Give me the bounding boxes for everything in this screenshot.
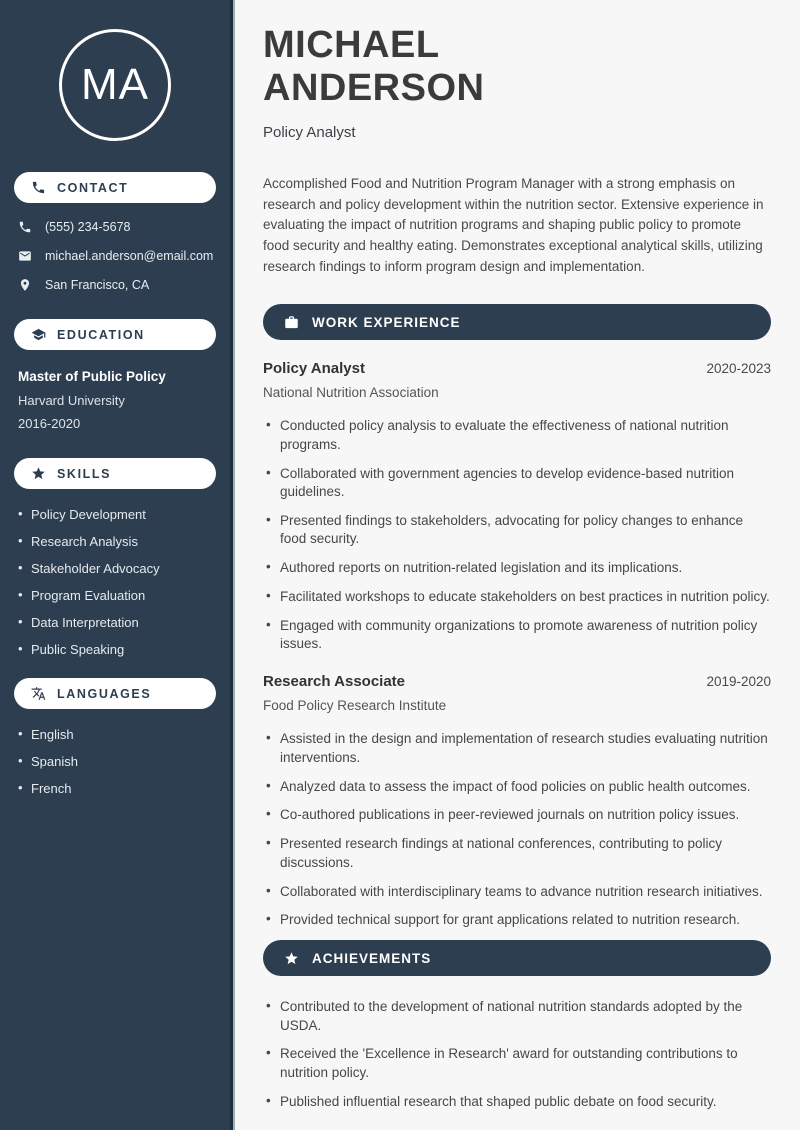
work-experience-header-label: WORK EXPERIENCE — [312, 314, 461, 330]
job-bullet: • Presented research findings at national conferences, contributing to policy discussions. — [263, 835, 771, 872]
job-company: National Nutrition Association — [263, 385, 439, 401]
job-entry-1 — [263, 360, 771, 653]
graduation-cap-icon — [31, 327, 46, 342]
job-company: Food Policy Research Institute — [263, 698, 447, 714]
skill-item: • Data Interpretation — [18, 615, 230, 630]
contact-section — [0, 172, 230, 292]
phone-icon — [31, 180, 46, 195]
job-bullet: • Facilitated workshops to educate stakeholders on best practices in nutrition policy. — [263, 588, 771, 606]
achievement-bullet: • Contributed to the development of national nutrition standards adopted by the USDA. — [263, 998, 771, 1035]
education-degree: Master of Public Policy — [18, 369, 166, 384]
education-header-label: EDUCATION — [57, 327, 145, 342]
job-bullet-list — [263, 417, 771, 653]
location-icon — [18, 278, 32, 292]
job-bullet: • Presented findings to stakeholders, advocating for policy changes to enhance food security. — [263, 512, 771, 549]
languages-header-label: LANGUAGES — [57, 686, 152, 701]
skills-header-label: SKILLS — [57, 466, 112, 481]
resume-main — [233, 0, 800, 1130]
languages-section — [0, 678, 230, 796]
job-bullet: • Analyzed data to assess the impact of food policies on public health outcomes. — [263, 778, 771, 796]
job-bullet: • Co-authored publications in peer-reviewed journals on nutrition policy issues. — [263, 806, 771, 824]
skills-list — [18, 507, 230, 657]
email-icon — [18, 249, 32, 263]
job-header — [263, 673, 771, 690]
job-entry-2 — [263, 673, 771, 929]
contact-section-header — [14, 172, 216, 203]
achievements-section-header — [263, 940, 771, 976]
contact-header-label: CONTACT — [57, 180, 129, 195]
contact-rows — [18, 220, 230, 292]
achievement-bullet: • Published influential research that shaped public debate on food security. — [263, 1093, 771, 1111]
education-section — [0, 319, 230, 431]
education-school: Harvard University — [18, 393, 125, 408]
job-dates: 2020-2023 — [706, 361, 771, 377]
name-line1: MICHAEL — [263, 24, 440, 66]
job-dates: 2019-2020 — [706, 674, 771, 690]
skill-item: • Public Speaking — [18, 642, 230, 657]
job-bullet: • Conducted policy analysis to evaluate the effectiveness of national nutrition programs. — [263, 417, 771, 454]
contact-phone — [18, 220, 230, 234]
briefcase-icon — [284, 315, 299, 330]
job-title: Research Associate — [263, 673, 406, 691]
education-years: 2016-2020 — [18, 416, 81, 431]
star-icon — [284, 951, 299, 966]
achievements-list — [263, 998, 771, 1111]
job-bullet: • Collaborated with government agencies to develop evidence-based nutrition guidelines. — [263, 465, 771, 502]
contact-email-value: michael.anderson@email.com — [45, 249, 214, 263]
language-item: • English — [18, 727, 230, 742]
skills-section — [0, 458, 230, 657]
job-title: Policy Analyst — [263, 360, 365, 378]
skill-item: • Program Evaluation — [18, 588, 230, 603]
contact-location-value: San Francisco, CA — [45, 278, 150, 292]
name-line2: ANDERSON — [263, 66, 485, 109]
translate-icon — [31, 686, 46, 701]
avatar-initials: MA — [81, 60, 149, 109]
job-bullet: • Authored reports on nutrition-related legislation and its implications. — [263, 559, 771, 577]
language-item: • French — [18, 781, 230, 796]
job-bullet: • Engaged with community organizations to promote awareness of nutrition policy issues. — [263, 617, 771, 654]
job-bullet: • Assisted in the design and implementation of research studies evaluating nutrition interventions. — [263, 730, 771, 767]
job-bullet: • Provided technical support for grant applications related to nutrition research. — [263, 911, 771, 929]
job-header — [263, 360, 771, 377]
skill-item: • Policy Development — [18, 507, 230, 522]
skill-item: • Research Analysis — [18, 534, 230, 549]
education-section-header — [14, 319, 216, 350]
languages-section-header — [14, 678, 216, 709]
language-item: • Spanish — [18, 754, 230, 769]
education-entry — [18, 369, 212, 431]
skill-item: • Stakeholder Advocacy — [18, 561, 230, 576]
job-bullet-list — [263, 730, 771, 929]
work-experience-section-header — [263, 304, 771, 340]
contact-email — [18, 249, 230, 263]
sidebar — [0, 0, 233, 1130]
job-bullet: • Collaborated with interdisciplinary teams to advance nutrition research initiatives. — [263, 883, 771, 901]
contact-location — [18, 278, 230, 292]
avatar-wrap — [0, 29, 230, 141]
skills-section-header — [14, 458, 216, 489]
job-subtitle: Policy Analyst — [263, 124, 356, 142]
avatar — [59, 29, 171, 141]
languages-list — [18, 727, 230, 796]
phone-icon — [18, 220, 32, 234]
contact-phone-value: (555) 234-5678 — [45, 220, 131, 234]
page-title — [263, 24, 771, 109]
summary-paragraph: Accomplished Food and Nutrition Program Manager with a strong emphasis on research and policy development within the nutrition sector. Extensive experience in evaluating the impact of nutrition programs and shaping public policy to promote food security and healthy eating. Demonstrates exceptional analytical skills, utilizing research findings to inform program design and implementation. — [263, 176, 764, 274]
achievement-bullet: • Received the 'Excellence in Research' award for outstanding contributions to nutrition policy. — [263, 1045, 771, 1082]
achievements-header-label: ACHIEVEMENTS — [312, 950, 432, 966]
star-icon — [31, 466, 46, 481]
